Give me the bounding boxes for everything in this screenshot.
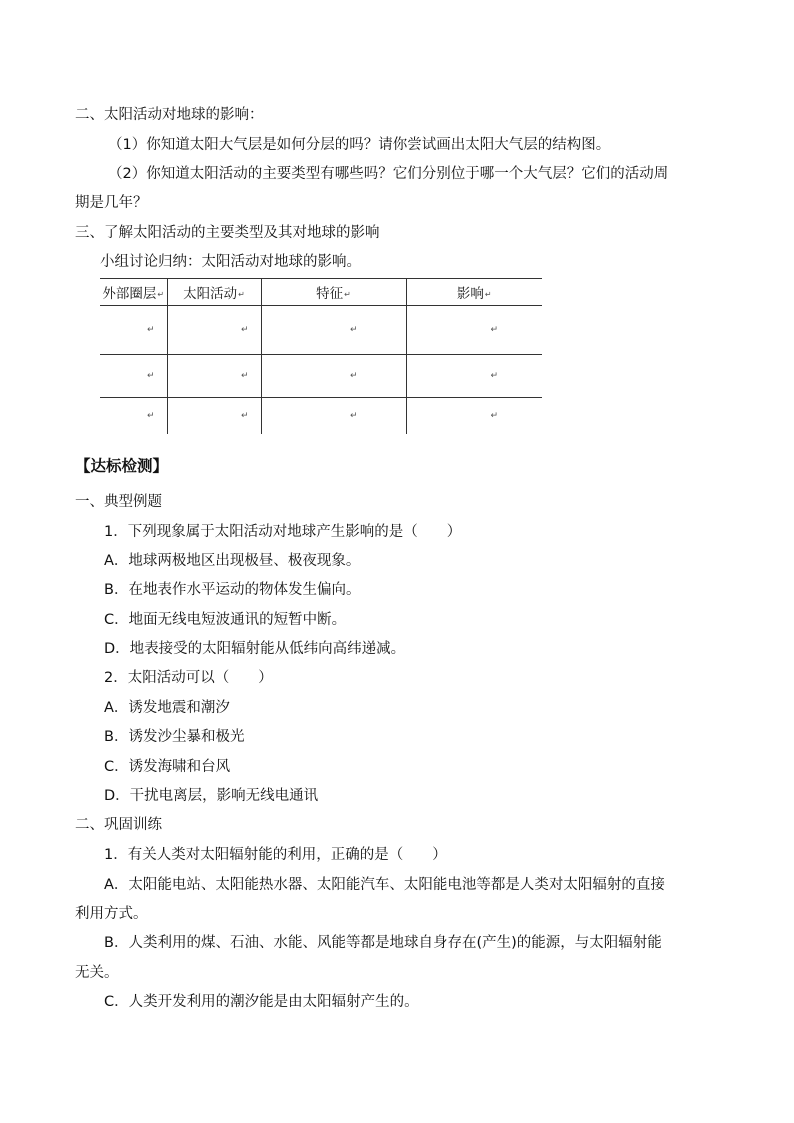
question-3-option-b-line2: 无关。 bbox=[75, 965, 119, 981]
table-cell bbox=[167, 306, 261, 355]
question-1-option-a: A．地球两极地区出现极昼、极夜现象。 bbox=[104, 553, 361, 569]
paragraph-mark-icon: ↵ bbox=[146, 325, 155, 335]
question-2-option-b: B．诱发沙尘暴和极光 bbox=[104, 729, 245, 745]
paragraph-mark-icon: ↵ bbox=[146, 411, 155, 421]
paragraph-mark-icon: ↵ bbox=[349, 371, 358, 381]
section2-question-2-line2: 期是几年？ bbox=[75, 195, 148, 211]
paragraph-mark-icon: ↵ bbox=[490, 371, 498, 381]
table-cell bbox=[406, 398, 542, 435]
paragraph-mark-icon: ↵ bbox=[240, 371, 249, 381]
impact-table bbox=[100, 278, 542, 434]
table-row bbox=[100, 306, 542, 355]
section2-question-1: （1）你知道太阳大气层是如何分层的吗？请你尝试画出太阳大气层的结构图。 bbox=[108, 137, 611, 153]
table-header-cell: 太阳活动↵ bbox=[167, 279, 261, 306]
section2-question-2-line1: （2）你知道太阳活动的主要类型有哪些吗？它们分别位于哪一个大气层？它们的活动周 bbox=[108, 166, 669, 182]
paragraph-mark-icon: ↵ bbox=[490, 411, 498, 421]
table-header-cell: 特征↵ bbox=[261, 279, 406, 306]
question-3-option-b-line1: B．人类利用的煤、石油、水能、风能等都是地球自身存在(产生)的能源，与太阳辐射能 bbox=[104, 935, 662, 951]
section3-intro: 小组讨论归纳：太阳活动对地球的影响。 bbox=[100, 254, 361, 270]
table-row bbox=[100, 398, 542, 435]
table-cell bbox=[406, 306, 542, 355]
table-cell bbox=[100, 355, 167, 398]
table-header-cell: 外部圈层↵ bbox=[100, 279, 167, 306]
paragraph-mark-icon: ↵ bbox=[349, 325, 358, 335]
table-cell bbox=[167, 398, 261, 435]
question-3: 1．有关人类对太阳辐射能的利用，正确的是（ ） bbox=[104, 847, 447, 863]
part2-title: 二、巩固训练 bbox=[75, 817, 162, 833]
table-cell bbox=[406, 355, 542, 398]
question-1-option-d: D．地表接受的太阳辐射能从低纬向高纬递减。 bbox=[104, 641, 406, 657]
question-1-option-c: C．地面无线电短波通讯的短暂中断。 bbox=[104, 612, 347, 628]
paragraph-mark-icon: ↵ bbox=[146, 371, 155, 381]
paragraph-mark-icon: ↵ bbox=[349, 411, 358, 421]
question-2-option-a: A．诱发地震和潮汐 bbox=[104, 700, 230, 716]
table-cell bbox=[261, 398, 406, 435]
table-row bbox=[100, 355, 542, 398]
table-cell bbox=[100, 398, 167, 435]
question-2-option-d: D．干扰电离层，影响无线电通讯 bbox=[104, 788, 319, 804]
question-2-option-c: C．诱发海啸和台风 bbox=[104, 759, 231, 775]
table-header-cell: 影响↵ bbox=[406, 279, 542, 306]
question-3-option-a-line2: 利用方式。 bbox=[75, 906, 148, 922]
question-2: 2．太阳活动可以（ ） bbox=[104, 670, 273, 686]
paragraph-mark-icon: ↵ bbox=[240, 325, 249, 335]
table-cell bbox=[261, 306, 406, 355]
section2-title: 二、太阳活动对地球的影响： bbox=[75, 107, 264, 123]
paragraph-mark-icon: ↵ bbox=[490, 325, 498, 335]
part1-title: 一、典型例题 bbox=[75, 494, 162, 510]
question-1: 1．下列现象属于太阳活动对地球产生影响的是（ ） bbox=[104, 524, 462, 540]
table-cell bbox=[261, 355, 406, 398]
question-1-option-b: B．在地表作水平运动的物体发生偏向。 bbox=[104, 582, 361, 598]
question-3-option-c: C．人类开发利用的潮汐能是由太阳辐射产生的。 bbox=[104, 994, 419, 1010]
question-3-option-a-line1: A．太阳能电站、太阳能热水器、太阳能汽车、太阳能电池等都是人类对太阳辐射的直接 bbox=[104, 877, 665, 893]
check-title: 【达标检测】 bbox=[75, 457, 169, 475]
table-header-row bbox=[100, 279, 542, 306]
table-cell bbox=[167, 355, 261, 398]
table-cell bbox=[100, 306, 167, 355]
section3-title: 三、了解太阳活动的主要类型及其对地球的影响 bbox=[75, 225, 380, 241]
paragraph-mark-icon: ↵ bbox=[240, 411, 249, 421]
